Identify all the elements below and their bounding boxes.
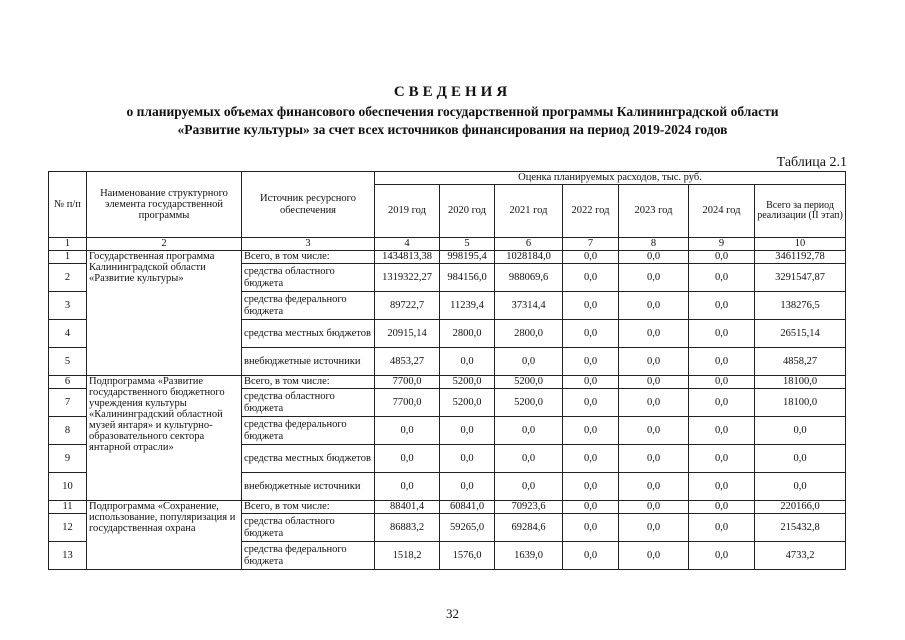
year-value: 7700,0 [375, 376, 440, 389]
total-value: 3461192,78 [755, 251, 846, 264]
year-value: 0,0 [689, 417, 755, 445]
year-value: 1434813,38 [375, 251, 440, 264]
row-number: 7 [49, 389, 87, 417]
col-number-8: 8 [619, 238, 689, 251]
total-value: 220166,0 [755, 501, 846, 514]
total-value: 4858,27 [755, 348, 846, 376]
year-value: 0,0 [689, 501, 755, 514]
row-number: 5 [49, 348, 87, 376]
year-value: 5200,0 [495, 389, 563, 417]
year-value: 0,0 [689, 264, 755, 292]
table-label: Таблица 2.1 [776, 155, 847, 170]
year-value: 1576,0 [440, 542, 495, 570]
year-value: 0,0 [619, 348, 689, 376]
header-year-2022: 2022 год [563, 185, 619, 238]
col-number-7: 7 [563, 238, 619, 251]
header-year-2021: 2021 год [495, 185, 563, 238]
document-subtitle-line1: о планируемых объемах финансового обеспечения государственной программы Калининградской области [126, 104, 779, 119]
funding-source: средства федерального бюджета [242, 542, 375, 570]
year-value: 0,0 [495, 417, 563, 445]
row-number: 3 [49, 292, 87, 320]
document-subtitle-line2: «Развитие культуры» за счет всех источников финансирования на период 2019-2024 годов [177, 122, 728, 137]
total-value: 4733,2 [755, 542, 846, 570]
funding-source: средства областного бюджета [242, 264, 375, 292]
header-num: № п/п [49, 172, 87, 238]
header-name: Наименование структурного элемента государственной программы [87, 172, 242, 238]
funding-source: средства областного бюджета [242, 389, 375, 417]
year-value: 1639,0 [495, 542, 563, 570]
structural-element-name: Государственная программа Калининградской области «Развитие культуры» [87, 251, 242, 376]
funding-source: внебюджетные источники [242, 348, 375, 376]
year-value: 0,0 [619, 417, 689, 445]
structural-element-name: Подпрограмма «Развитие государственного бюджетного учреждения культуры «Калининградский областной музей янтаря» и культурно-образовательного сектора янтарной отрасли» [87, 376, 242, 501]
row-number: 9 [49, 445, 87, 473]
year-value: 1319322,27 [375, 264, 440, 292]
total-value: 138276,5 [755, 292, 846, 320]
row-number: 2 [49, 264, 87, 292]
financing-table [48, 171, 846, 570]
col-number-6: 6 [495, 238, 563, 251]
year-value: 69284,6 [495, 514, 563, 542]
row-number: 6 [49, 376, 87, 389]
year-value: 5200,0 [440, 389, 495, 417]
year-value: 998195,4 [440, 251, 495, 264]
year-value: 0,0 [440, 445, 495, 473]
year-value: 0,0 [375, 445, 440, 473]
year-value: 0,0 [375, 473, 440, 501]
structural-element-name: Подпрограмма «Сохранение, использование, популяризация и государственная охрана [87, 501, 242, 570]
year-value: 0,0 [563, 389, 619, 417]
year-value: 0,0 [495, 445, 563, 473]
row-number: 10 [49, 473, 87, 501]
year-value: 5200,0 [440, 376, 495, 389]
table-row [49, 251, 846, 264]
column-number-row [49, 238, 846, 251]
col-number-3: 3 [242, 238, 375, 251]
table-row [49, 376, 846, 389]
year-value: 0,0 [563, 348, 619, 376]
year-value: 60841,0 [440, 501, 495, 514]
funding-source: средства федерального бюджета [242, 292, 375, 320]
total-value: 18100,0 [755, 376, 846, 389]
table-row [49, 501, 846, 514]
year-value: 0,0 [563, 292, 619, 320]
year-value: 5200,0 [495, 376, 563, 389]
row-number: 8 [49, 417, 87, 445]
year-value: 0,0 [563, 320, 619, 348]
total-value: 26515,14 [755, 320, 846, 348]
year-value: 0,0 [689, 473, 755, 501]
col-number-10: 10 [755, 238, 846, 251]
year-value: 89722,7 [375, 292, 440, 320]
year-value: 0,0 [563, 501, 619, 514]
header-estimate: Оценка планируемых расходов, тыс. руб. [375, 172, 846, 185]
funding-source: средства местных бюджетов [242, 445, 375, 473]
year-value: 0,0 [495, 473, 563, 501]
total-value: 0,0 [755, 473, 846, 501]
col-number-2: 2 [87, 238, 242, 251]
col-number-4: 4 [375, 238, 440, 251]
total-value: 215432,8 [755, 514, 846, 542]
year-value: 0,0 [563, 514, 619, 542]
year-value: 0,0 [689, 445, 755, 473]
year-value: 0,0 [689, 348, 755, 376]
year-value: 0,0 [689, 542, 755, 570]
header-source: Источник ресурсного обеспечения [242, 172, 375, 238]
year-value: 0,0 [563, 417, 619, 445]
year-value: 11239,4 [440, 292, 495, 320]
year-value: 1518,2 [375, 542, 440, 570]
total-value: 3291547,87 [755, 264, 846, 292]
page-number: 32 [446, 606, 459, 621]
header-year-2024: 2024 год [689, 185, 755, 238]
year-value: 0,0 [619, 389, 689, 417]
year-value: 0,0 [689, 376, 755, 389]
year-value: 0,0 [619, 501, 689, 514]
header-year-2019: 2019 год [375, 185, 440, 238]
row-number: 11 [49, 501, 87, 514]
year-value: 1028184,0 [495, 251, 563, 264]
year-value: 0,0 [563, 251, 619, 264]
row-number: 4 [49, 320, 87, 348]
year-value: 0,0 [619, 473, 689, 501]
row-number: 13 [49, 542, 87, 570]
funding-source: внебюджетные источники [242, 473, 375, 501]
document-title: СВЕДЕНИЯ [393, 84, 512, 100]
year-value: 4853,27 [375, 348, 440, 376]
funding-source: средства местных бюджетов [242, 320, 375, 348]
year-value: 0,0 [563, 445, 619, 473]
col-number-9: 9 [689, 238, 755, 251]
year-value: 0,0 [375, 417, 440, 445]
funding-source: средства областного бюджета [242, 514, 375, 542]
year-value: 2800,0 [440, 320, 495, 348]
funding-source: средства федерального бюджета [242, 417, 375, 445]
row-number: 12 [49, 514, 87, 542]
year-value: 0,0 [440, 473, 495, 501]
year-value: 0,0 [619, 514, 689, 542]
header-year-2020: 2020 год [440, 185, 495, 238]
year-value: 0,0 [563, 376, 619, 389]
col-number-1: 1 [49, 238, 87, 251]
year-value: 0,0 [619, 445, 689, 473]
year-value: 0,0 [619, 376, 689, 389]
year-value: 0,0 [619, 264, 689, 292]
year-value: 0,0 [689, 292, 755, 320]
year-value: 0,0 [495, 348, 563, 376]
funding-source: Всего, в том числе: [242, 251, 375, 264]
year-value: 0,0 [689, 320, 755, 348]
funding-source: Всего, в том числе: [242, 376, 375, 389]
header-year-2023: 2023 год [619, 185, 689, 238]
row-number: 1 [49, 251, 87, 264]
year-value: 0,0 [689, 251, 755, 264]
total-value: 0,0 [755, 445, 846, 473]
header-total: Всего за период реализации (II этап) [755, 185, 846, 238]
year-value: 0,0 [619, 292, 689, 320]
year-value: 59265,0 [440, 514, 495, 542]
year-value: 20915,14 [375, 320, 440, 348]
year-value: 0,0 [689, 389, 755, 417]
year-value: 984156,0 [440, 264, 495, 292]
year-value: 37314,4 [495, 292, 563, 320]
year-value: 0,0 [689, 514, 755, 542]
year-value: 0,0 [563, 542, 619, 570]
total-value: 18100,0 [755, 389, 846, 417]
year-value: 0,0 [619, 251, 689, 264]
year-value: 0,0 [440, 417, 495, 445]
year-value: 88401,4 [375, 501, 440, 514]
year-value: 2800,0 [495, 320, 563, 348]
funding-source: Всего, в том числе: [242, 501, 375, 514]
year-value: 0,0 [563, 473, 619, 501]
col-number-5: 5 [440, 238, 495, 251]
year-value: 7700,0 [375, 389, 440, 417]
year-value: 0,0 [619, 542, 689, 570]
total-value: 0,0 [755, 417, 846, 445]
year-value: 0,0 [619, 320, 689, 348]
year-value: 0,0 [440, 348, 495, 376]
year-value: 0,0 [563, 264, 619, 292]
year-value: 86883,2 [375, 514, 440, 542]
year-value: 70923,6 [495, 501, 563, 514]
year-value: 988069,6 [495, 264, 563, 292]
